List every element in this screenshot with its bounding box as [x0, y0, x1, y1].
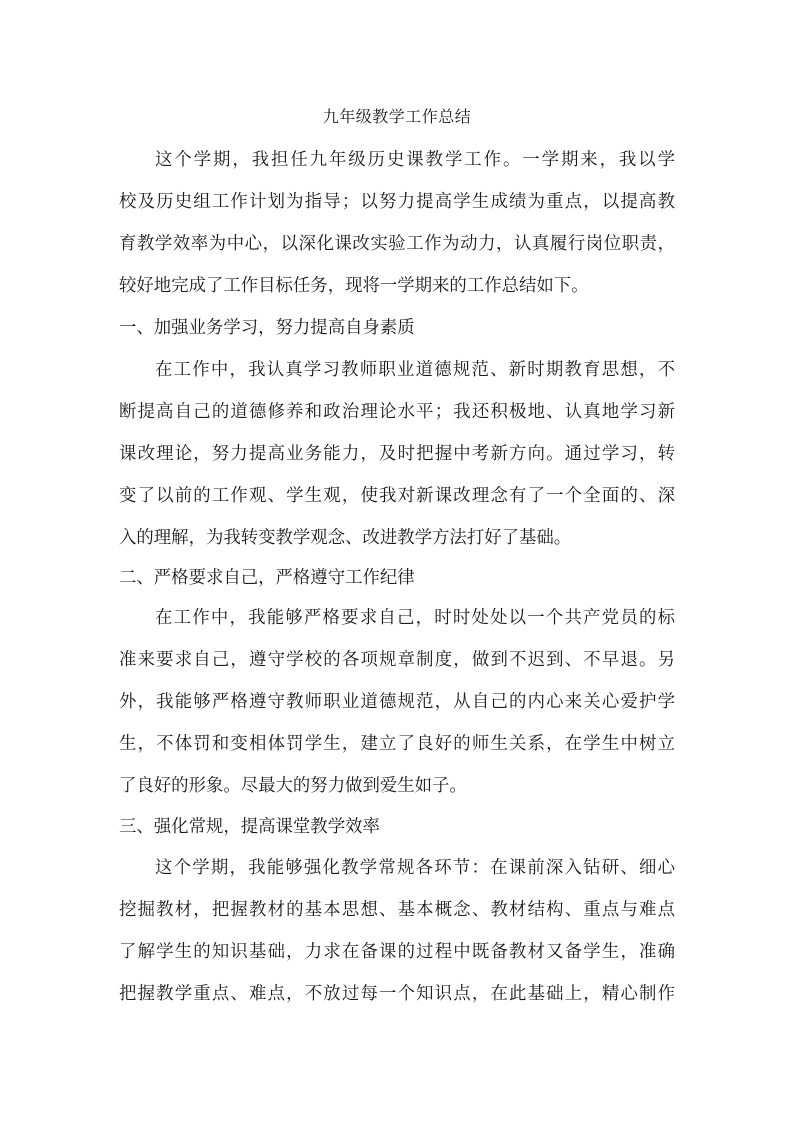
- paragraph-line: 生，不体罚和变相体罚学生，建立了良好的师生关系，在学生中树立: [119, 734, 675, 754]
- section-heading: 一、加强业务学习，努力提高自身素质: [119, 318, 415, 338]
- paragraph-line: 断提高自己的道德修养和政治理论水平；我还积极地、认真地学习新: [119, 402, 675, 422]
- paragraph-line: 这个学期，我能够强化教学常规各环节：在课前深入钻研、细心: [155, 858, 675, 878]
- document-title: 九年级教学工作总结: [322, 107, 472, 126]
- paragraph-line: 准来要求自己，遵守学校的各项规章制度，做到不迟到、不早退。另: [119, 650, 675, 670]
- paragraph-line: 这个学期，我担任九年级历史课教学工作。一学期来，我以学: [155, 150, 675, 170]
- paragraph-line: 在工作中，我认真学习教师职业道德规范、新时期教育思想，不: [155, 360, 675, 380]
- paragraph-line: 了解学生的知识基础，力求在备课的过程中既备教材又备学生，准确: [119, 942, 675, 962]
- paragraph-line: 校及历史组工作计划为指导；以努力提高学生成绩为重点，以提高教: [119, 192, 675, 212]
- paragraph-line: 外，我能够严格遵守教师职业道德规范，从自己的内心来关心爱护学: [119, 692, 675, 712]
- section-heading: 三、强化常规，提高课堂教学效率: [119, 817, 380, 837]
- paragraph-line: 入的理解，为我转变教学观念、改进教学方法打好了基础。: [119, 528, 572, 548]
- paragraph-line: 育教学效率为中心，以深化课改实验工作为动力，认真履行岗位职责，: [119, 234, 675, 254]
- paragraph-line: 挖掘教材，把握教材的基本思想、基本概念、教材结构、重点与难点: [119, 900, 675, 920]
- paragraph-line: 在工作中，我能够严格要求自己，时时处处以一个共产党员的标: [155, 608, 675, 628]
- paragraph-line: 了良好的形象。尽最大的努力做到爱生如子。: [119, 776, 467, 796]
- paragraph-line: 把握教学重点、难点，不放过每一个知识点，在此基础上，精心制作: [119, 984, 675, 1004]
- paragraph-line: 课改理论，努力提高业务能力，及时把握中考新方向。通过学习，转: [119, 444, 675, 464]
- paragraph-line: 变了以前的工作观、学生观，使我对新课改理念有了一个全面的、深: [119, 486, 675, 506]
- section-heading: 二、严格要求自己，严格遵守工作纪律: [119, 568, 415, 588]
- paragraph-line: 较好地完成了工作目标任务，现将一学期来的工作总结如下。: [119, 276, 589, 296]
